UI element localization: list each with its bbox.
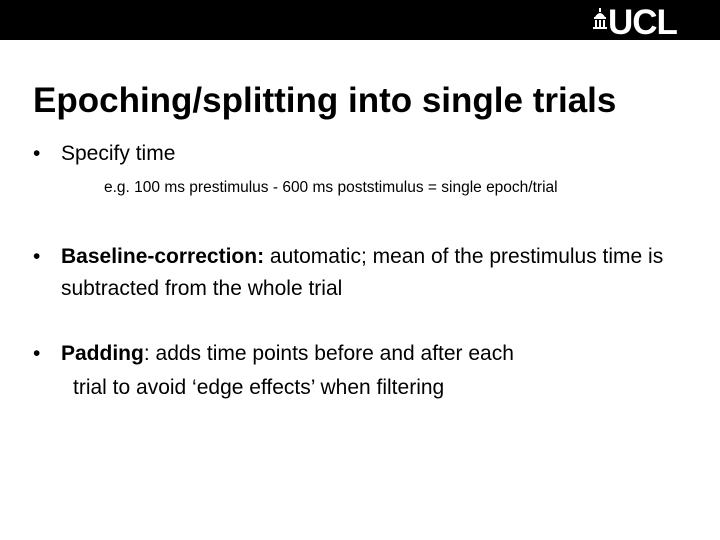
bullet-dot: •	[33, 142, 41, 165]
bullet-prefix: Specify	[61, 142, 136, 165]
bullet-text-line2: trial to avoid ‘edge effects’ when filtering	[73, 376, 445, 399]
bullet-text	[61, 138, 175, 170]
logo-text: UCL	[608, 3, 677, 42]
bullet-bold: Baseline-correction:	[61, 245, 265, 268]
bullet-body: : adds time points before and after each	[143, 342, 514, 365]
header-bar	[0, 0, 720, 40]
epoch-example: e.g. 100 ms prestimulus - 600 ms poststimulus = single epoch/trial	[104, 179, 558, 196]
bullet-dot: •	[33, 245, 41, 268]
bullet-bold: Padding	[61, 342, 144, 365]
bullet-body: automatic; mean of the prestimulus time is subtracted from the whole trial	[61, 245, 664, 300]
portico-dome-icon	[592, 8, 608, 30]
bullet-dot: •	[33, 342, 41, 365]
slide-title: Epoching/splitting into single trials	[33, 81, 617, 120]
ucl-logo	[592, 3, 702, 42]
bullet-bold: time	[135, 142, 176, 165]
bullet-text	[61, 241, 701, 305]
bullet-text-line1	[61, 338, 514, 370]
